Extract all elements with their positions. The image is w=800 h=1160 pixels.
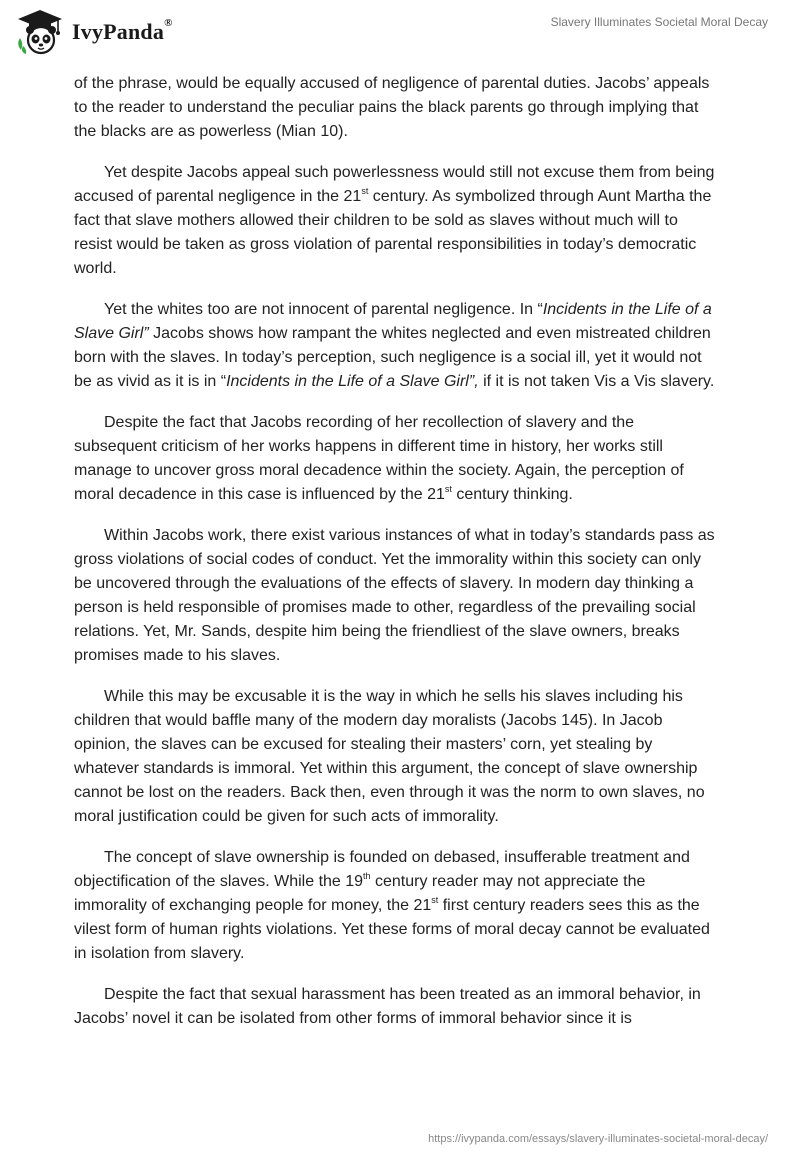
text-run: Within Jacobs work, there exist various instances of what in today’s standards pass as gross violations of social codes of conduct. Yet the immorality within this society can only be uncovered through the evaluations of the effects of slavery. In modern day thinking a person is held responsible of promises made to other, regardless of the prevailing social relations. Yet, Mr. Sands, despite him being the friendliest of the slave owners, breaks promises made to his slaves. xyxy=(74,527,715,664)
text-run: Jacobs shows how rampant the whites neglected and even mistreated children born with the slaves. In today’s perception, such negligence is a social ill, yet it would not be as vivid as it is in “ xyxy=(74,325,711,390)
source-url[interactable]: https://ivypanda.com/essays/slavery-illuminates-societal-moral-decay/ xyxy=(428,1133,768,1145)
panda-graduate-icon xyxy=(14,8,66,56)
text-run: century reader may not appreciate the immorality of exchanging people for money, the 21 xyxy=(74,873,646,914)
text-run: Yet the whites too are not innocent of parental negligence. In “ xyxy=(104,301,543,318)
superscript: th xyxy=(363,870,371,881)
running-title: Slavery Illuminates Societal Moral Decay xyxy=(550,15,768,29)
paragraph xyxy=(74,161,720,281)
text-run: first century readers sees this as the vilest form of human rights violations. Yet these forms of moral decay cannot be evaluated in isolation from slavery. xyxy=(74,897,710,962)
paragraph xyxy=(74,983,720,1031)
text-run: Despite the fact that sexual harassment has been treated as an immoral behavior, in Jacobs’ novel it can be isolated from other forms of immoral behavior since it is xyxy=(74,986,701,1027)
text-run: of the phrase, would be equally accused of negligence of parental duties. Jacobs’ appeals to the reader to understand the peculiar pains the black parents go through implying that the blacks are as powerless (Mian 10). xyxy=(74,75,710,140)
paragraph xyxy=(74,846,720,966)
text-run: century. As symbolized through Aunt Martha the fact that slave mothers allowed their children to be sold as slaves without much will to resist would be taken as gross violation of parental responsibilities in today’s democratic world. xyxy=(74,188,712,277)
superscript: st xyxy=(431,894,439,905)
text-run: Yet despite Jacobs appeal such powerlessness would still not excuse them from being accused of parental negligence in the 21 xyxy=(74,164,715,205)
paragraph xyxy=(74,298,720,394)
text-run: century thinking. xyxy=(451,486,573,503)
paragraph xyxy=(74,72,720,144)
paragraph xyxy=(74,685,720,829)
ivypanda-logo[interactable] xyxy=(14,8,173,56)
text-run: if it is not taken Vis a Vis slavery. xyxy=(478,373,715,390)
text-run: While this may be excusable it is the way in which he sells his slaves including his children that would baffle many of the modern day moralists (Jacobs 145). In Jacob opinion, the slaves can be excused for stealing their masters’ corn, yet stealing by whatever standards is immoral. Yet within this argument, the concept of slave ownership cannot be lost on the readers. Back then, even through it was the norm to own slaves, no moral justification could be given for such acts of immorality. xyxy=(74,688,705,825)
text-run: Despite the fact that Jacobs recording of her recollection of slavery and the subsequent criticism of her works happens in different time in history, her works still manage to uncover gross moral decadence within the society. Again, the perception of moral decadence in this case is influenced by the 21 xyxy=(74,414,684,503)
essay-body xyxy=(74,72,720,1048)
brand-name: IvyPanda® xyxy=(72,17,173,44)
paragraph xyxy=(74,524,720,668)
superscript: st xyxy=(361,185,369,196)
text-run: The concept of slave ownership is founded on debased, insufferable treatment and objectification of the slaves. While the 19 xyxy=(74,849,690,890)
page-header xyxy=(0,0,800,70)
paragraph xyxy=(74,411,720,507)
superscript: st xyxy=(444,483,452,494)
book-title: Incidents in the Life of a Slave Girl” xyxy=(74,301,712,342)
book-title: Incidents in the Life of a Slave Girl”, xyxy=(226,373,479,390)
